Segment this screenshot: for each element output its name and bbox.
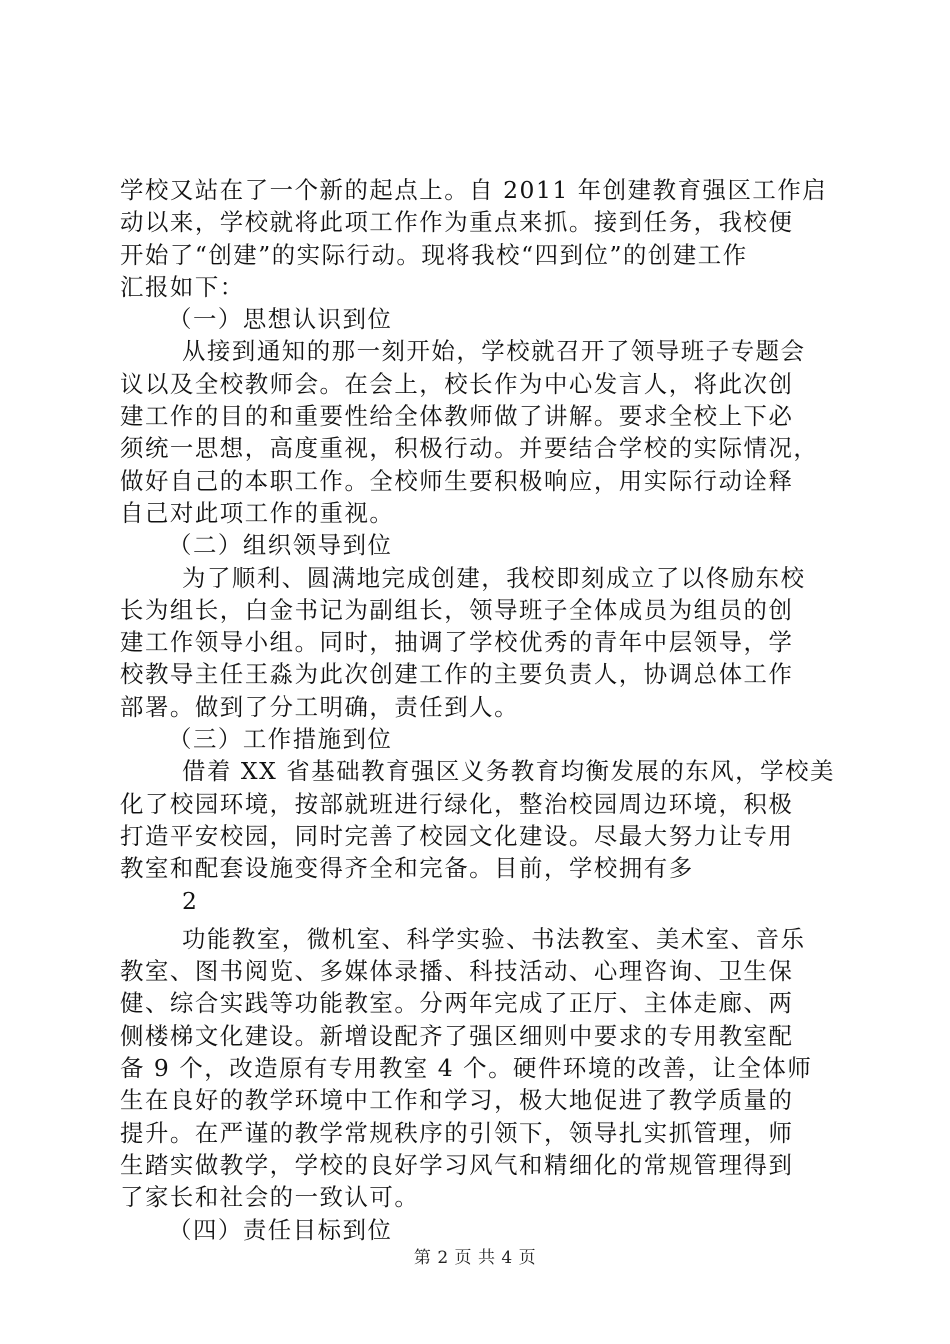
text-line: 生踏实做教学，学校的良好学习风气和精细化的常规管理得到 xyxy=(120,1150,794,1179)
text-line: 教室、图书阅览、多媒体录播、科技活动、心理咨询、卫生保 xyxy=(120,957,794,986)
inline-page-number: 2 xyxy=(182,886,199,915)
text-line: 化了校园环境，按部就班进行绿化，整治校园周边环境，积极 xyxy=(120,789,794,818)
text-line: 汇报如下： xyxy=(120,272,245,301)
text-line: 了家长和社会的一致认可。 xyxy=(120,1183,420,1212)
body-text xyxy=(120,174,835,1246)
text-line: 动以来，学校就将此项工作作为重点来抓。接到任务，我校便 xyxy=(120,208,794,237)
text-line: 校教导主任王淼为此次创建工作的主要负责人，协调总体工作 xyxy=(120,660,794,689)
text-line: 备 9 个，改造原有专用教室 4 个。硬件环境的改善，让全体师 xyxy=(120,1054,813,1083)
section-heading: （四）责任目标到位 xyxy=(168,1215,393,1244)
paragraph-start-line: 从接到通知的那一刻开始，学校就召开了领导班子专题会 xyxy=(182,337,806,366)
section-heading: （二）组织领导到位 xyxy=(168,531,393,560)
text-line: 教室和配套设施变得齐全和完备。目前，学校拥有多 xyxy=(120,854,694,883)
text-line: 打造平安校园，同时完善了校园文化建设。尽最大努力让专用 xyxy=(120,821,794,850)
paragraph-start-line: 功能教室，微机室、科学实验、书法教室、美术室、音乐 xyxy=(182,924,806,953)
text-line: 生在良好的教学环境中工作和学习，极大地促进了教学质量的 xyxy=(120,1086,794,1115)
text-line: 建工作领导小组。同时，抽调了学校优秀的青年中层领导，学 xyxy=(120,628,794,657)
text-line: 提升。在严谨的教学常规秩序的引领下，领导扎实抓管理，师 xyxy=(120,1118,794,1147)
text-line: 议以及全校教师会。在会上，校长作为中心发言人，将此次创 xyxy=(120,369,794,398)
section-heading: （一）思想认识到位 xyxy=(168,305,393,334)
text-line: 侧楼梯文化建设。新增设配齐了强区细则中要求的专用教室配 xyxy=(120,1021,794,1050)
text-line: 健、综合实践等功能教室。分两年完成了正厅、主体走廊、两 xyxy=(120,989,794,1018)
text-line: 学校又站在了一个新的起点上。自 2011 年创建教育强区工作启 xyxy=(120,176,828,204)
page-footer: 第 2 页 共 4 页 xyxy=(413,1248,537,1268)
text-line: 建工作的目的和重要性给全体教师做了讲解。要求全校上下必 xyxy=(120,402,794,431)
paragraph-start-line: 为了顺利、圆满地完成创建，我校即刻成立了以佟励东校 xyxy=(182,563,806,592)
text-line: 长为组长，白金书记为副组长，领导班子全体成员为组员的创 xyxy=(120,595,794,624)
text-line: 部署。做到了分工明确，责任到人。 xyxy=(120,692,520,721)
paragraph-start-line: 借着 XX 省基础教育强区义务教育均衡发展的东风，学校美 xyxy=(182,757,835,786)
text-line: 做好自己的本职工作。全校师生要积极响应，用实际行动诠释 xyxy=(120,466,794,495)
text-line: 自己对此项工作的重视。 xyxy=(120,498,395,527)
text-line: 须统一思想，高度重视，积极行动。并要结合学校的实际情况， xyxy=(120,434,819,463)
text-line: 开始了“创建”的实际行动。现将我校“四到位”的创建工作 xyxy=(120,240,748,269)
section-heading: （三）工作措施到位 xyxy=(168,725,393,754)
